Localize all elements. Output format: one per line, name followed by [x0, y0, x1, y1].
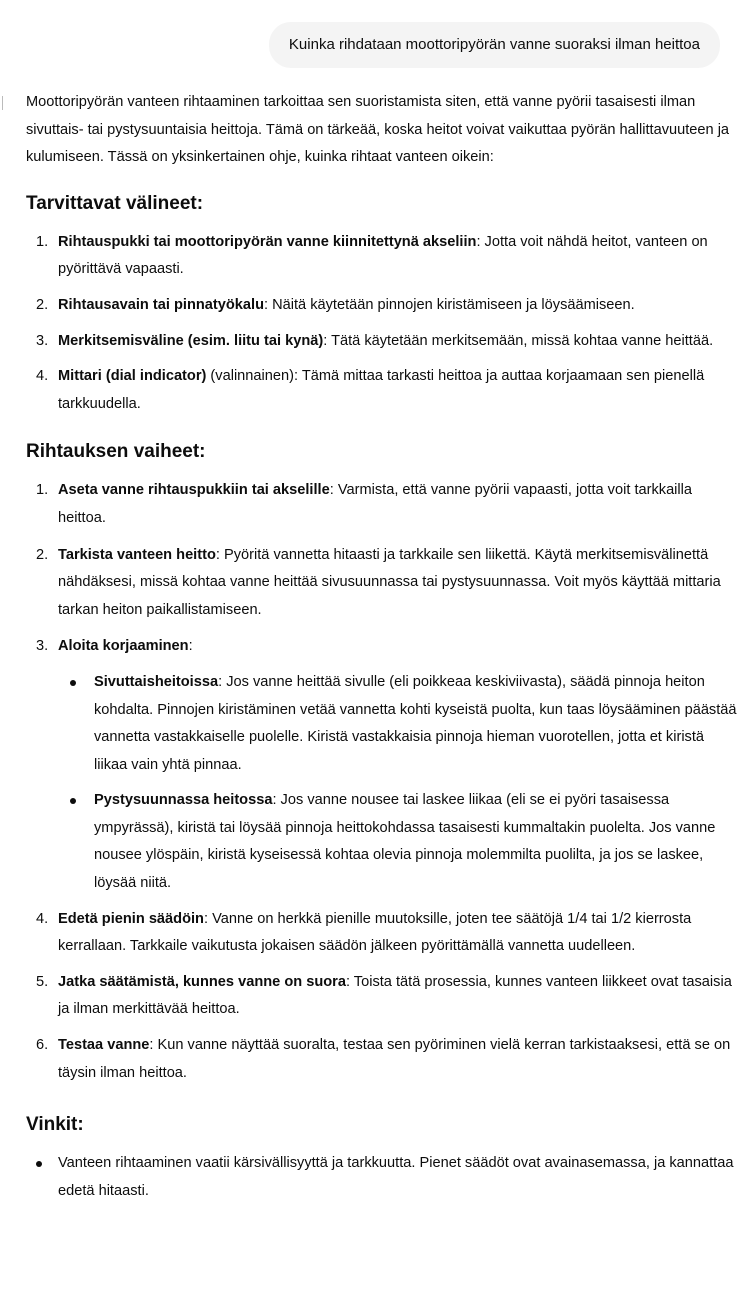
item-bold-label: Mittari (dial indicator)	[58, 368, 207, 385]
list-item-body	[58, 477, 738, 532]
item-bold-label: Sivuttaisheitoissa	[94, 673, 219, 690]
item-text: (valinnainen): Tämä mittaa tarkasti heittoa ja auttaa korjaamaan sen pienellä tarkkuudella.	[58, 368, 705, 412]
item-bold-label: Rihtauspukki tai moottoripyörän vanne kiinnitettynä akseliin	[58, 233, 477, 250]
item-text: :	[188, 638, 193, 655]
item-text: : Pyöritä vannetta hitaasti ja tarkkaile sen liikettä. Käytä merkitsemisvälinettä nähdäksesi, missä kohtaa vanne heittää sivusuunnassa tai pystysuunnassa. Voit myös käyttää mittaria tarkan heiton paikallistamiseen.	[58, 546, 721, 618]
list-number: 3.	[36, 638, 49, 655]
item-text: : Jotta voit nähdä heitot, vanteen on pyörittävä vapaasti.	[58, 233, 708, 278]
list-number: 4.	[36, 368, 49, 385]
tip-item	[26, 1150, 738, 1205]
list-item-body	[58, 906, 738, 961]
item-bold-label: Aseta vanne rihtauspukkiin tai akselille	[58, 482, 330, 499]
list-item-body	[58, 633, 738, 661]
tip-text: Vanteen rihtaaminen vaatii kärsivällisyyttä ja tarkkuutta. Pienet säädöt ovat avainasemassa, ja kannattaa edetä hitaasti.	[58, 1155, 734, 1199]
item-text: : Kun vanne näyttää suoralta, testaa sen pyöriminen vielä kerran tarkistaaksesi, että se on täysin ilman heittoa.	[58, 1037, 731, 1081]
item-text: : Varmista, että vanne pyörii vapaasti, jotta voit tarkkailla heittoa.	[58, 482, 693, 526]
list-item	[26, 542, 738, 625]
bullet-dot	[70, 798, 76, 804]
list-number: 6.	[36, 1037, 49, 1054]
item-bold-label: Rihtausavain tai pinnatyökalu	[58, 296, 264, 313]
sub-list	[58, 669, 738, 898]
list-item	[26, 229, 738, 284]
list-number: 3.	[36, 332, 49, 349]
list-item	[26, 969, 738, 1024]
tools-heading: Tarvittavat välineet:	[26, 192, 204, 214]
assistant-response	[26, 89, 738, 1205]
list-item-body	[58, 969, 738, 1024]
bullet-dot	[70, 680, 76, 686]
item-text: : Toista tätä prosessia, kunnes vanteen liikkeet ovat tasaisia ja ilman merkittävää heittoa.	[58, 973, 732, 1018]
sub-list-item	[58, 787, 738, 897]
list-number: 1.	[36, 482, 49, 499]
list-item	[26, 363, 738, 418]
item-text: : Vanne on herkkä pienille muutoksille, joten tee säätöjä 1/4 tai 1/2 kierrosta kerrallaan. Tarkkaile vaikutusta jokaisen säädön jälkeen pyörittämällä vannetta uudelleen.	[58, 910, 692, 955]
list-item	[26, 1032, 738, 1087]
item-bold-label: Pystysuunnassa heitossa	[94, 792, 273, 809]
list-item-body	[58, 1032, 738, 1087]
bullet-dot	[36, 1161, 42, 1167]
steps-list	[26, 477, 738, 1087]
list-item	[26, 292, 738, 320]
item-text: : Näitä käytetään pinnojen kiristämiseen ja löysäämiseen.	[263, 296, 635, 313]
list-item-body	[58, 292, 738, 320]
list-number: 2.	[36, 296, 49, 313]
list-item-body	[58, 229, 738, 284]
response-marker	[2, 96, 3, 110]
item-bold-label: Jatka säätämistä, kunnes vanne on suora	[58, 973, 346, 990]
list-item-body	[58, 328, 738, 356]
list-item-body	[58, 542, 738, 625]
tips-list	[26, 1150, 738, 1205]
list-number: 1.	[36, 233, 49, 250]
intro-paragraph: Moottoripyörän vanteen rihtaaminen tarkoittaa sen suoristamista siten, että vanne pyörii tasaisesti ilman sivuttais- tai pystysuuntaisia heittoja. Tämä on tärkeää, koska heitot voivat vaikuttaa pyörän hallittavuuteen ja kulumiseen. Tässä on yksinkertainen ohje, kuinka rihtaat vanteen oikein:	[26, 94, 730, 166]
item-text: : Jos vanne nousee tai laskee liikaa (eli se ei pyöri tasaisessa ympyrässä), kiristä tai löysää pinnoja heittokohdassa tasaisesti kummaltakin puolelta. Jos vanne nousee ylöspäin, kiristä kyseisessä kohtaa olevia pinnoja molemmilta puolilta, ja jos se laskee, löysää niitä.	[94, 792, 716, 892]
item-bold-label: Testaa vanne	[58, 1037, 150, 1054]
list-number: 2.	[36, 546, 49, 563]
steps-heading: Rihtauksen vaiheet:	[26, 441, 206, 463]
user-message-bubble: Kuinka rihdataan moottoripyörän vanne suoraksi ilman heittoa	[269, 22, 720, 68]
item-text: : Jos vanne heittää sivulle (eli poikkeaa keskiviivasta), säädä pinnoja heiton kohdalta. Pinnojen kiristäminen vetää vannetta kohti kyseistä puolta, kun taas löysääminen päästää vannetta vastakkaiselle puolelle. Kiristä vastakkaisia pinnoja hieman vuorotellen, jotta et kiristä liikaa vain yhtä pinnaa.	[94, 673, 737, 773]
sub-list-item	[58, 669, 738, 779]
list-number: 4.	[36, 910, 49, 927]
item-bold-label: Tarkista vanteen heitto	[58, 546, 216, 563]
item-bold-label: Aloita korjaaminen	[58, 638, 189, 655]
list-item	[26, 477, 738, 532]
tools-list	[26, 229, 738, 419]
tips-heading: Vinkit:	[26, 1114, 84, 1136]
list-item-body	[94, 787, 738, 897]
list-item	[26, 906, 738, 961]
list-item-body	[94, 669, 738, 779]
item-bold-label: Merkitsemisväline (esim. liitu tai kynä)	[58, 332, 324, 349]
item-bold-label: Edetä pienin säädöin	[58, 910, 204, 927]
list-item-body	[58, 363, 738, 418]
item-text: : Tätä käytetään merkitsemään, missä kohtaa vanne heittää.	[323, 332, 714, 349]
list-item	[26, 328, 738, 356]
list-number: 5.	[36, 973, 49, 990]
list-item	[26, 633, 738, 897]
